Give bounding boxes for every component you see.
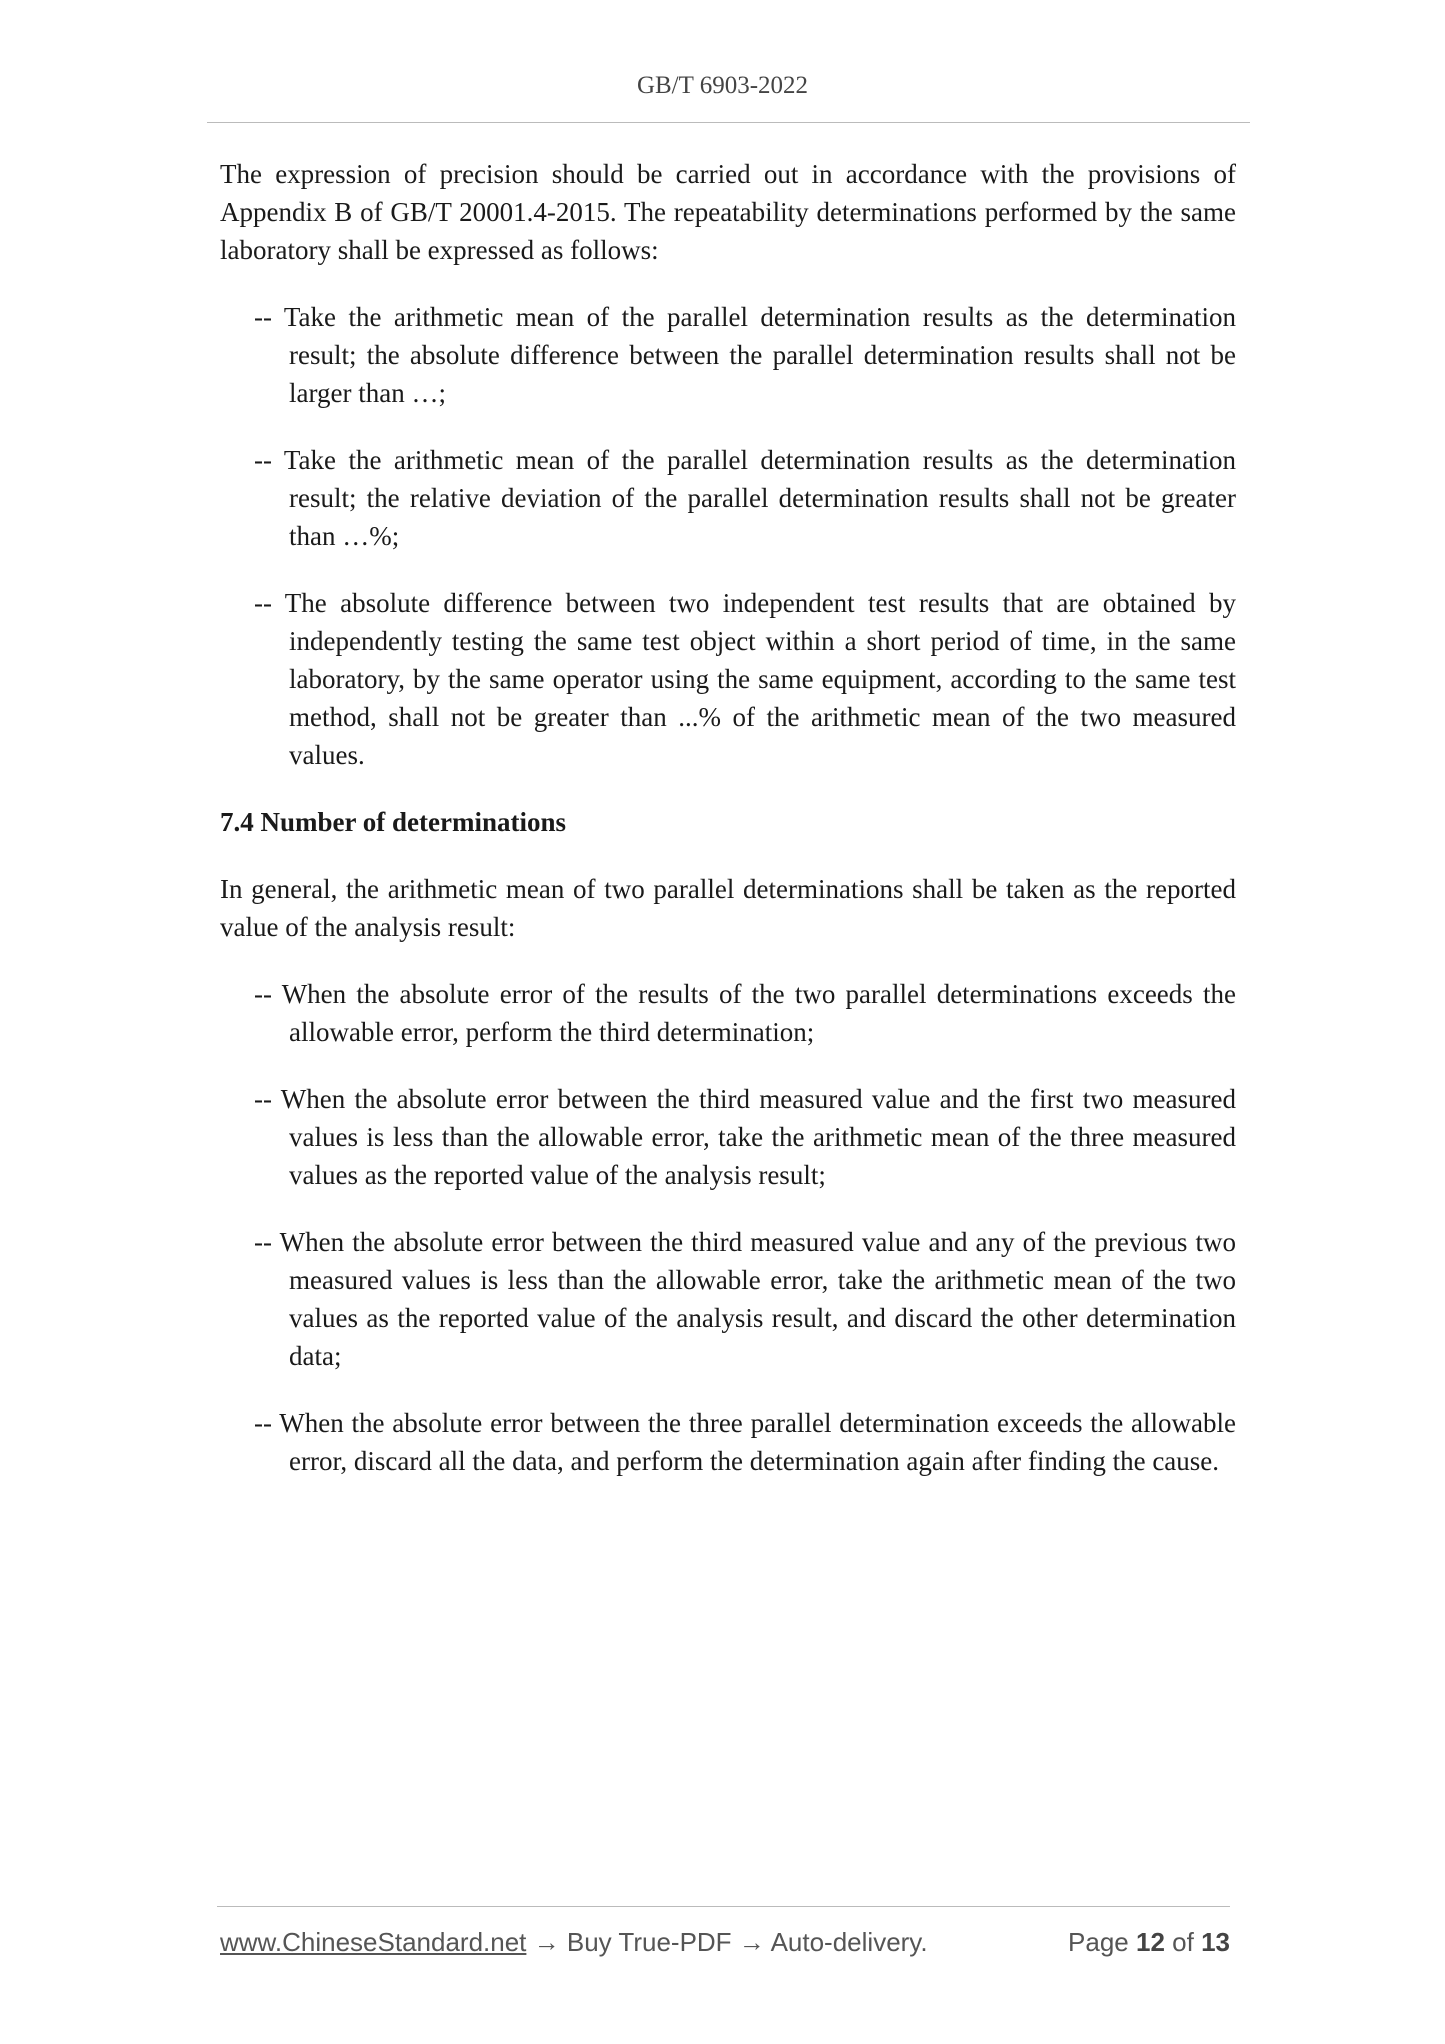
intro-paragraph: The expression of precision should be carried out in accordance with the provisions of Appendix B of GB/T 20001.4-2015. The repeatability determinations performed by the same laboratory shall be expressed as follows: — [220, 159, 1236, 265]
precision-item: -- Take the arithmetic mean of the parallel determination results as the determination result; the relative deviation of the parallel determination results shall not be greater than …%; — [254, 445, 1236, 551]
precision-item: -- The absolute difference between two independent test results that are obtained by independently testing the same test object within a short period of time, in the same laboratory, by the same operator using the same equipment, according to the same test method, shall not be greater than ...% of the arithmetic mean of the two measured values. — [254, 588, 1236, 770]
page-total: 13 — [1201, 1927, 1230, 1957]
document-body — [220, 155, 1236, 1509]
of-label: of — [1172, 1927, 1194, 1957]
determination-item: -- When the absolute error of the results of the two parallel determinations exceeds the allowable error, perform the third determination; — [254, 979, 1236, 1047]
page-label: Page — [1068, 1927, 1129, 1957]
precision-item: -- Take the arithmetic mean of the parallel determination results as the determination result; the absolute difference between the parallel determination results shall not be larger than …; — [254, 302, 1236, 408]
determination-item: -- When the absolute error between the third measured value and the first two measured values is less than the allowable error, take the arithmetic mean of the three measured values as the reported value of the analysis result; — [254, 1084, 1236, 1190]
promo-text: → Buy True-PDF → Auto-delivery. — [526, 1927, 928, 1957]
section-paragraph: In general, the arithmetic mean of two parallel determinations shall be taken as the reported value of the analysis result: — [220, 874, 1236, 942]
determination-item: -- When the absolute error between the third measured value and any of the previous two measured values is less than the allowable error, take the arithmetic mean of the two values as the reported value of the analysis result, and discard the other determination data; — [254, 1227, 1236, 1371]
section-heading: 7.4 Number of determinations — [220, 807, 566, 837]
header-standard-code-text: GB/T 6903-2022 — [636, 72, 809, 99]
determination-item: -- When the absolute error between the three parallel determination exceeds the allowable error, discard all the data, and perform the determination again after finding the cause. — [254, 1408, 1236, 1476]
footer-divider — [217, 1906, 1230, 1907]
header-divider — [207, 122, 1250, 123]
page-indicator — [1068, 1927, 1230, 1958]
site-link[interactable]: www.ChineseStandard.net — [220, 1927, 527, 1957]
page-number: 12 — [1136, 1927, 1165, 1957]
header-standard-code — [0, 72, 1445, 100]
footer-promo — [220, 1927, 928, 1958]
